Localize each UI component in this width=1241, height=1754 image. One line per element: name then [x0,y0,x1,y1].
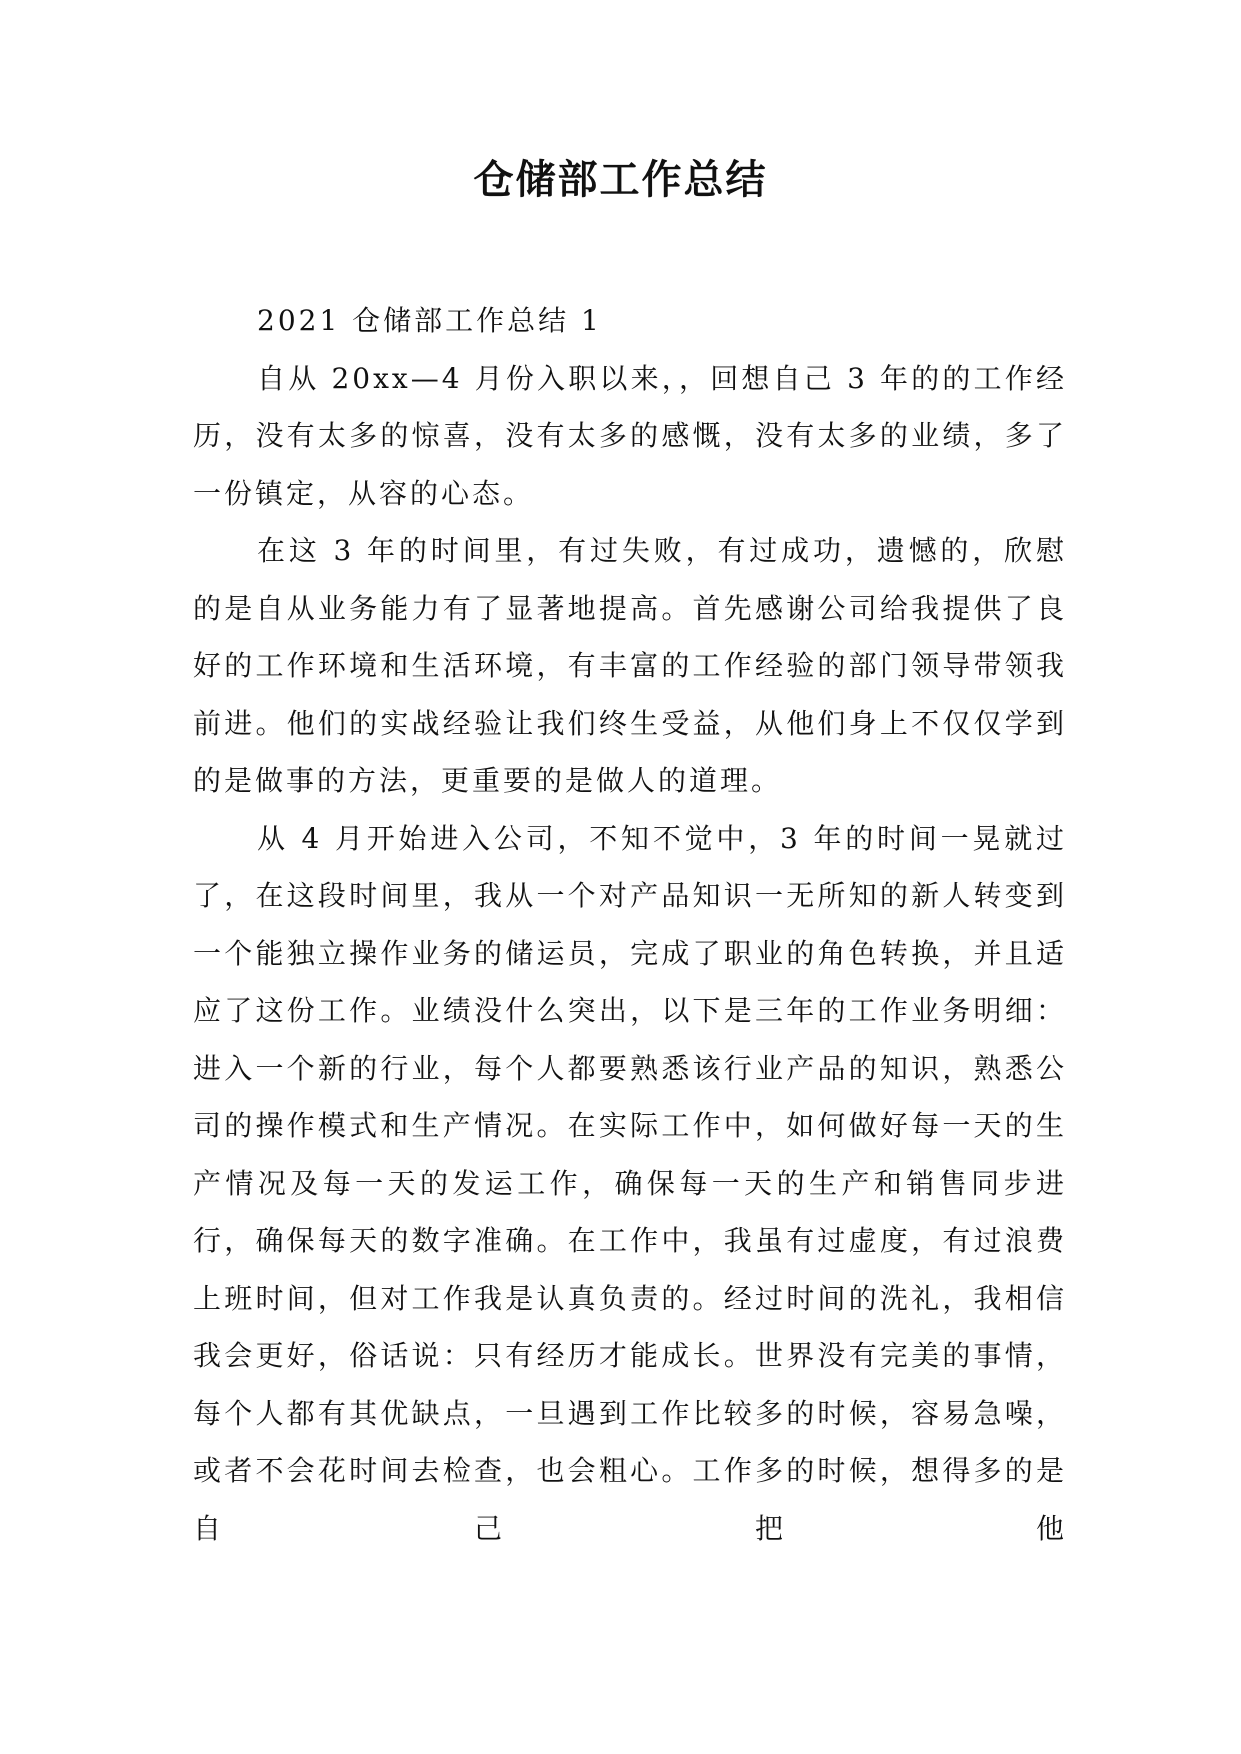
section-heading: 2021 仓储部工作总结 1 [257,304,602,337]
document-body [193,292,1067,1557]
paragraph-2: 在这 3 年的时间里，有过失败，有过成功，遗憾的，欣慰的是自从业务能力有了显著地提高。首先感谢公司给我提供了良好的工作环境和生活环境，有丰富的工作经验的部门领导带领我前进。他们的实战经验让我们终生受益，从他们身上不仅仅学到的是做事的方法，更重要的是做人的道理。 [193,534,1067,797]
document-title: 仓储部工作总结 [473,157,768,203]
paragraph-1: 自从 20xx—4 月份入职以来，，回想自己 3 年的的工作经历，没有太多的惊喜，没有太多的感慨，没有太多的业绩，多了一份镇定，从容的心态。 [193,361,1067,510]
paragraph-3: 从 4 月开始进入公司，不知不觉中，3 年的时间一晃就过了，在这段时间里，我从一个对产品知识一无所知的新人转变到一个能独立操作业务的储运员，完成了职业的角色转换，并且适应了这份工作。业绩没什么突出，以下是三年的工作业务明细：进入一个新的行业，每个人都要熟悉该行业产品的知识，熟悉公司的操作模式和生产情况。在实际工作中，如何做好每一天的生产情况及每一天的发运工作，确保每一天的生产和销售同步进行，确保每天的数字准确。在工作中，我虽有过虚度，有过浪费上班时间，但对工作我是认真负责的。经过时间的洗礼，我相信我会更好，俗话说：只有经历才能成长。世界没有完美的事情，每个人都有其优缺点，一旦遇到工作比较多的时候，容易急噪，或者不会花时间去检查，也会粗心。工作多的时候，想得多的是自己把他 [193,821,1067,1545]
